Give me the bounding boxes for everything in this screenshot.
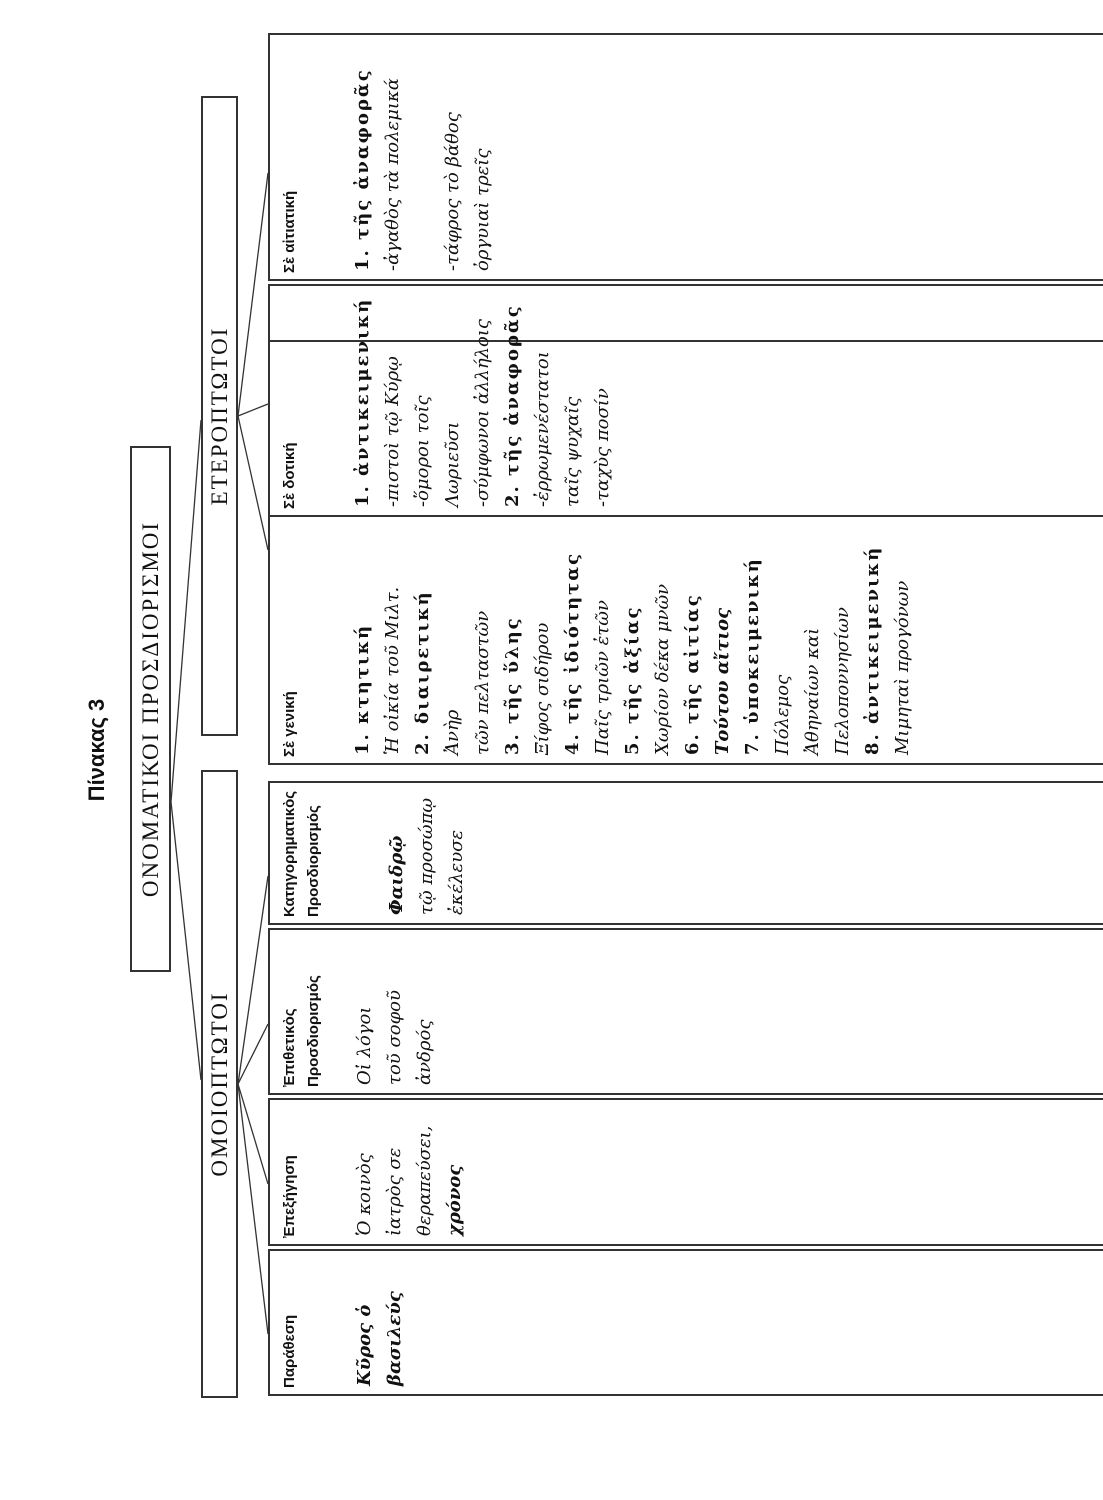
example-text: Τούτου αἴτιος — [712, 607, 733, 755]
example-text: Πελοποννησίων — [832, 607, 853, 755]
category-label: 4. τῆς ἰδιότητας — [562, 551, 583, 755]
category-label: 8. ἀντικειμενική — [862, 545, 883, 755]
example-text: Φαιδρῷ — [386, 835, 407, 915]
column-parathesi — [268, 1249, 1103, 1396]
example-text: -ταχὺς ποσίν — [592, 388, 613, 507]
category-label: 1. τῆς ἀναφορᾶς — [352, 68, 373, 271]
example-text: -τάφρος τὸ βάθος — [442, 112, 463, 271]
example-text: Οἱ λόγοι — [354, 1006, 375, 1085]
column-heading: Προσδιορισμός — [305, 975, 322, 1087]
table-title: Πίνακας 3 — [84, 698, 109, 802]
example-text: τοῦ σοφοῦ — [384, 990, 405, 1085]
column-heading: Κατηγορηματικὸς — [281, 790, 298, 917]
spacer-line — [408, 41, 438, 271]
example-text: θεραπεύσει, — [414, 1125, 435, 1236]
example-text: ἐκέλευσε — [446, 829, 467, 915]
example-text: -ἀγαθὸς τὰ πολεμικά — [382, 78, 403, 271]
example-text: ἀνδρός — [414, 1019, 435, 1085]
example-text: ταῖς ψυχαῖς — [562, 396, 583, 507]
column-heading: Προσδιορισμός — [305, 805, 322, 917]
column-aitiatiki — [268, 33, 1103, 281]
column-heading: Ἐπιθετικὸς — [281, 1008, 298, 1087]
category-label: 3. τῆς ὕλης — [502, 616, 523, 755]
connector-line — [238, 1084, 268, 1334]
connector-line — [238, 416, 268, 550]
connector-line — [171, 420, 201, 802]
connector-line — [238, 1084, 268, 1184]
column-heading: Παράθεση — [281, 1314, 298, 1388]
category-label: 7. ὑποκειμενική — [742, 557, 763, 755]
example-text: ὀργυιαὶ τρεῖς — [472, 148, 493, 271]
column-epithetikos — [268, 928, 1103, 1095]
column-katigorimatikos — [268, 781, 1103, 925]
example-text: τῶν πελταστῶν — [472, 610, 493, 755]
column-dotiki — [268, 284, 1103, 517]
main-heading: ΟΝΟΜΑΤΙΚΟΙ ΠΡΟΣΔΙΟΡΙΣΜΟΙ — [137, 520, 163, 898]
example-text: Παῖς τριῶν ἐτῶν — [592, 600, 613, 755]
example-text: Ἀνὴρ — [442, 709, 463, 755]
category-label: 2. διαιρετική — [412, 590, 433, 755]
example-text: -ὅμοροι τοῖς — [412, 395, 433, 507]
connector-line — [238, 404, 268, 416]
category-label: 6. τῆς αἰτίας — [682, 593, 703, 755]
example-text: Μιμηταὶ προγόνων — [892, 580, 913, 755]
column-heading: Σὲ γενική — [281, 691, 298, 757]
group-homoioptotoi-label: ΟΜΟΙΟΠΤΩΤΟΙ — [206, 991, 232, 1177]
example-text: Κῦρος ὁ — [354, 1304, 375, 1386]
example-text: -σύμφωνοι ἀλλήλοις — [472, 319, 493, 507]
example-text: Πόλεμος — [772, 674, 793, 755]
group-heteroptotoi-label: ΕΤΕΡΟΠΤΩΤΟΙ — [206, 326, 232, 506]
column-heading: Ἐπεξήγηση — [281, 1155, 298, 1238]
column-heading: Σὲ δοτική — [281, 442, 298, 509]
category-label: 1. ἀντικειμενική — [352, 297, 373, 507]
example-text: τῷ προσώπῳ — [416, 797, 437, 915]
example-text: Λωριεῦσι — [442, 421, 463, 507]
example-text: Ἡ οἰκία τοῦ Μιλτ. — [382, 586, 403, 755]
example-text: -ἐρρωμενέστατοι — [532, 351, 553, 507]
example-text: Ὁ κοινὸς — [354, 1153, 375, 1236]
connector-line — [238, 173, 268, 416]
example-text: χρόνος — [444, 1164, 465, 1236]
example-text: -πιστοὶ τῷ Κύρῳ — [382, 356, 403, 507]
connector-line — [171, 802, 201, 1080]
example-text: Χωρίον δέκα μνῶν — [652, 583, 673, 755]
column-epexigisi — [268, 1098, 1103, 1246]
example-text: ἰατρὸς σε — [384, 1147, 405, 1236]
category-label: 5. τῆς ἀξίας — [622, 605, 643, 755]
column-heading: Σὲ αἰτιατική — [281, 190, 298, 273]
category-label: 1. κτητική — [352, 623, 373, 755]
example-text: Ἀθηναίων καὶ — [802, 627, 823, 755]
example-text: βασιλεύς — [384, 1291, 405, 1386]
category-label: 2. τῆς ἀναφορᾶς — [502, 304, 523, 507]
example-text: Ξίφος σιδήρου — [532, 622, 553, 755]
